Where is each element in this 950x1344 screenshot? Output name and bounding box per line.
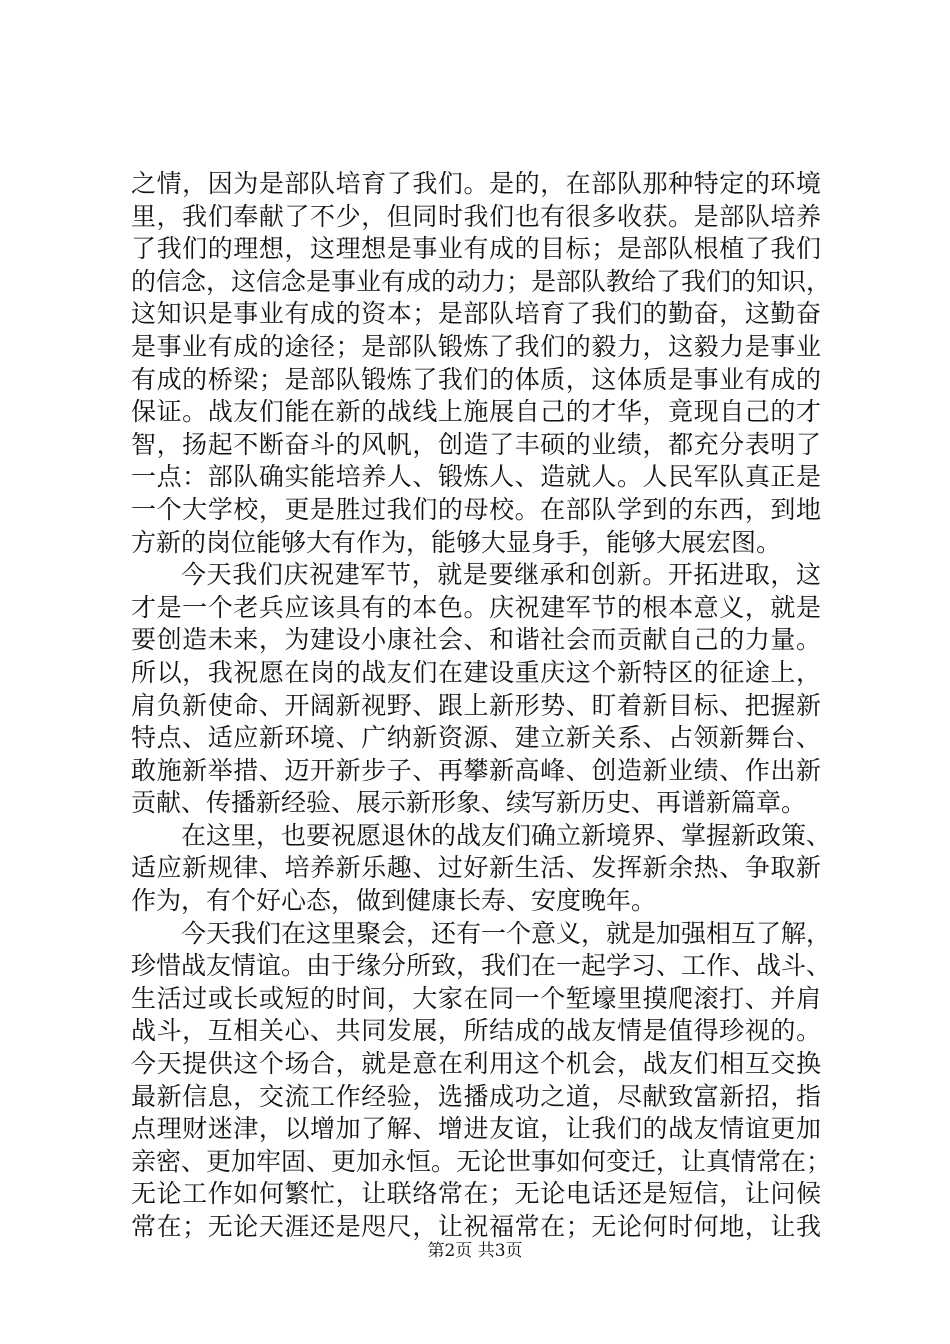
text-line: 生活过或长或短的时间，大家在同一个堑壕里摸爬滚打、并肩 (131, 983, 821, 1013)
text-line: 这知识是事业有成的资本；是部队培育了我们的勤奋，这勤奋 (131, 299, 821, 329)
text-line: 今天提供这个场合，就是意在利用这个机会，战友们相互交换 (131, 1049, 821, 1079)
page-footer: 第2页 共3页 (427, 1241, 523, 1261)
text-line: 在这里，也要祝愿退休的战友们确立新境界、掌握新政策、 (181, 820, 832, 850)
text-line: 点理财迷津，以增加了解、增进友谊，让我们的战友情谊更加 (131, 1114, 821, 1144)
text-line: 战斗，互相关心、共同发展，所结成的战友情是值得珍视的。 (131, 1016, 821, 1046)
text-line: 作为，有个好心态，做到健康长寿、安度晚年。 (131, 886, 657, 916)
text-line: 无论工作如何繁忙，让联络常在；无论电话还是短信，让问候 (131, 1179, 821, 1209)
document-body (131, 168, 832, 1244)
text-line: 特点、适应新环境、广纳新资源、建立新关系、占领新舞台、 (131, 723, 821, 753)
text-line: 今天我们在这里聚会，还有一个意义，就是加强相互了解， (181, 918, 832, 948)
text-line: 的信念，这信念是事业有成的动力；是部队教给了我们的知识， (131, 266, 832, 296)
text-line: 有成的桥梁；是部队锻炼了我们的体质，这体质是事业有成的 (131, 364, 821, 394)
text-line: 亲密、更加牢固、更加永恒。无论世事如何变迁，让真情常在； (131, 1146, 832, 1176)
text-line: 是事业有成的途径；是部队锻炼了我们的毅力，这毅力是事业 (131, 331, 821, 361)
text-line: 方新的岗位能够大有作为，能够大显身手，能够大展宏图。 (131, 527, 782, 557)
text-line: 一个大学校，更是胜过我们的母校。在部队学到的东西，到地 (131, 494, 821, 524)
text-line: 一点：部队确实能培养人、锻炼人、造就人。人民军队真正是 (131, 462, 821, 492)
text-line: 敢施新举措、迈开新步子、再攀新高峰、创造新业绩、作出新 (131, 755, 821, 785)
text-line: 肩负新使命、开阔新视野、跟上新形势、盯着新目标、把握新 (131, 690, 821, 720)
text-line: 智，扬起不断奋斗的风帆，创造了丰硕的业绩，都充分表明了 (131, 429, 821, 459)
text-line: 贡献、传播新经验、展示新形象、续写新历史、再谱新篇章。 (131, 788, 807, 818)
text-line: 保证。战友们能在新的战线上施展自己的才华，竟现自己的才 (131, 397, 821, 427)
text-line: 常在；无论天涯还是咫尺，让祝福常在；无论何时何地，让我 (131, 1212, 821, 1241)
text-line: 最新信息，交流工作经验，选播成功之道，尽献致富新招，指 (131, 1081, 821, 1111)
text-line: 要创造未来，为建设小康社会、和谐社会而贡献自己的力量。 (131, 625, 821, 655)
text-line: 适应新规律、培养新乐趣、过好新生活、发挥新余热、争取新 (131, 853, 821, 883)
text-line: 才是一个老兵应该具有的本色。庆祝建军节的根本意义，就是 (131, 592, 821, 622)
text-line: 所以，我祝愿在岗的战友们在建设重庆这个新特区的征途上， (131, 657, 821, 687)
text-line: 之情，因为是部队培育了我们。是的，在部队那种特定的环境 (131, 169, 821, 198)
text-line: 里，我们奉献了不少，但同时我们也有很多收获。是部队培养 (131, 201, 821, 231)
text-line: 今天我们庆祝建军节，就是要继承和创新。开拓进取，这 (181, 560, 821, 590)
text-line: 了我们的理想，这理想是事业有成的目标；是部队根植了我们 (131, 234, 821, 264)
text-line: 珍惜战友情谊。由于缘分所致，我们在一起学习、工作、战斗、 (131, 951, 832, 981)
